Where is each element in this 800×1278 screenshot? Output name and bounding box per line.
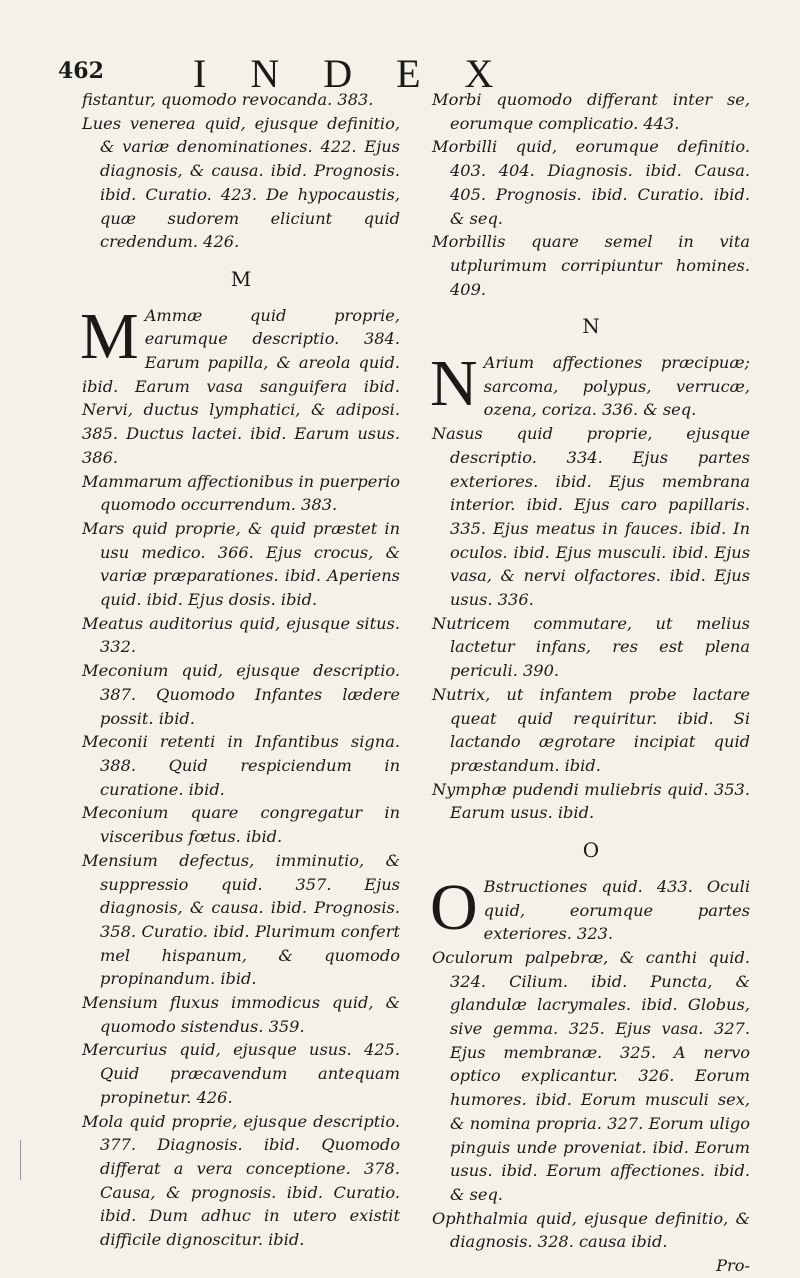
index-entry: Meconium quid, ejusque descriptio. 387. Quomodo Infantes lædere possit. ibid.	[82, 661, 400, 728]
page-number: 462	[58, 58, 104, 84]
dropcap-o: O	[430, 870, 478, 944]
index-entry: Mercurius quid, ejusque usus. 425. Quid præcavendum antequam propinetur. 426.	[82, 1040, 400, 1107]
index-entry: Meconii retenti in Infantibus signa. 388. Quid respiciendum in curatione. ibid.	[82, 732, 400, 799]
index-entry: Oculorum palpebræ, & canthi quid. 324. Cilium. ibid. Puncta, & glandulæ lacrymales. ibid. Globus, sive gemma. 325. Ejus vasa. 327. Ejus membranæ. 325. A nervo optico explicantur. 326. Eorum humores. ibid. Eorum musculi sex, & nomina propria. 327. Eorum uligo pinguis unde proveniat. ibid. Eorum usus. ibid. Eorum affectiones. ibid. & seq.	[432, 947, 750, 1204]
running-head	[58, 51, 758, 96]
index-entry: Morbi quomodo differant inter se, eorumque complicatio. 443.	[432, 90, 750, 133]
index-entry: Meconium quare congregatur in visceribus fœtus. ibid.	[82, 803, 400, 847]
left-column	[82, 88, 400, 1252]
index-entry: fistantur, quomodo revocanda. 383.	[82, 90, 374, 109]
index-entry: Morbillis quare semel in vita utplurimum corripiuntur homines. 409.	[432, 232, 750, 299]
page-title: INDEX	[193, 51, 538, 96]
section-letter-o: O	[582, 838, 600, 863]
dropcap-entry	[430, 870, 750, 946]
index-entry: Nutrix, ut infantem probe lactare queat quid requiritur. ibid. Si lactando ægrotare incipiat quid præstandum. ibid.	[432, 684, 750, 775]
index-entry: Meatus auditorius quid, ejusque situs. 332.	[82, 613, 400, 657]
index-entry: Nasus quid proprie, ejusque descriptio. 334. Ejus partes exteriores. ibid. Ejus membrana interior. ibid. Ejus caro papillaris. 335. Ejus meatus in fauces. ibid. In oculos. ibid. Ejus musculi. ibid. Ejus vasa, & nervi olfactores. ibid. Ejus usus. 336.	[432, 424, 750, 610]
index-entry: Mensium fluxus immodicus quid, & quomodo sistendus. 359.	[82, 993, 400, 1036]
index-entry: Nymphæ pudendi muliebris quid. 353. Earum usus. ibid.	[432, 779, 750, 823]
dropcap-entry	[80, 299, 400, 470]
right-column	[432, 88, 750, 1278]
index-entry: Ophthalmia quid, ejusque definitio, & diagnosis. 328. causa ibid.	[432, 1208, 750, 1252]
index-entry: Ammæ quid proprie, earumque descriptio. 384. Earum papilla, & areola quid. ibid. Earum vasa sanguifera ibid. Nervi, ductus lymphatici, & adiposi. 385. Ductus lactei. ibid. Earum usus. 386.	[82, 305, 400, 467]
section-letter-m: M	[230, 266, 252, 291]
index-entry: Bstructiones quid. 433. Oculi quid, eorumque partes exteriores. 323.	[483, 876, 750, 944]
index-entry: Mola quid proprie, ejusque descriptio. 377. Diagnosis. ibid. Quomodo differat a vera conceptione. 378. Causa, & prognosis. ibid. Curatio. ibid. Dum adhuc in utero existit difficile dignoscitur. ibid.	[82, 1111, 400, 1250]
index-entry: Mensium defectus, imminutio, & suppressio quid. 357. Ejus diagnosis, & causa. ibid. Prognosis. 358. Curatio. ibid. Plurimum confert mel hispanum, & quomodo propinandum. ibid.	[82, 850, 400, 989]
index-entry: Mammarum affectionibus in puerperio quomodo occurrendum. 383.	[82, 471, 400, 515]
page-edge-mark	[20, 1140, 27, 1180]
dropcap-entry	[430, 347, 750, 422]
catchword: Pro-	[716, 1256, 750, 1276]
index-entry: Arium affectiones præcipuæ; sarcoma, polypus, verrucæ, ozena, coriza. 336. & seq.	[483, 353, 750, 420]
dropcap-m: M	[80, 299, 139, 373]
index-entry: Morbilli quid, eorumque definitio. 403. 404. Diagnosis. ibid. Causa. 405. Prognosis. ibid. Curatio. ibid. & seq.	[432, 137, 750, 228]
index-entry: Lues venerea quid, ejusque definitio, & variæ denominationes. 422. Ejus diagnosis, & causa. ibid. Prognosis. ibid. Curatio. 423. De hypocaustis, quæ sudorem eliciunt quid credendum. 426.	[82, 113, 400, 252]
dropcap-n: N	[430, 347, 478, 421]
section-letter-n: N	[582, 314, 600, 339]
index-entry: Mars quid proprie, & quid præstet in usu medico. 366. Ejus crocus, & variæ præparationes. ibid. Aperiens quid. ibid. Ejus dosis. ibid.	[82, 518, 400, 610]
index-entry: Nutricem commutare, ut melius lactetur infans, res est plena periculi. 390.	[432, 613, 750, 681]
